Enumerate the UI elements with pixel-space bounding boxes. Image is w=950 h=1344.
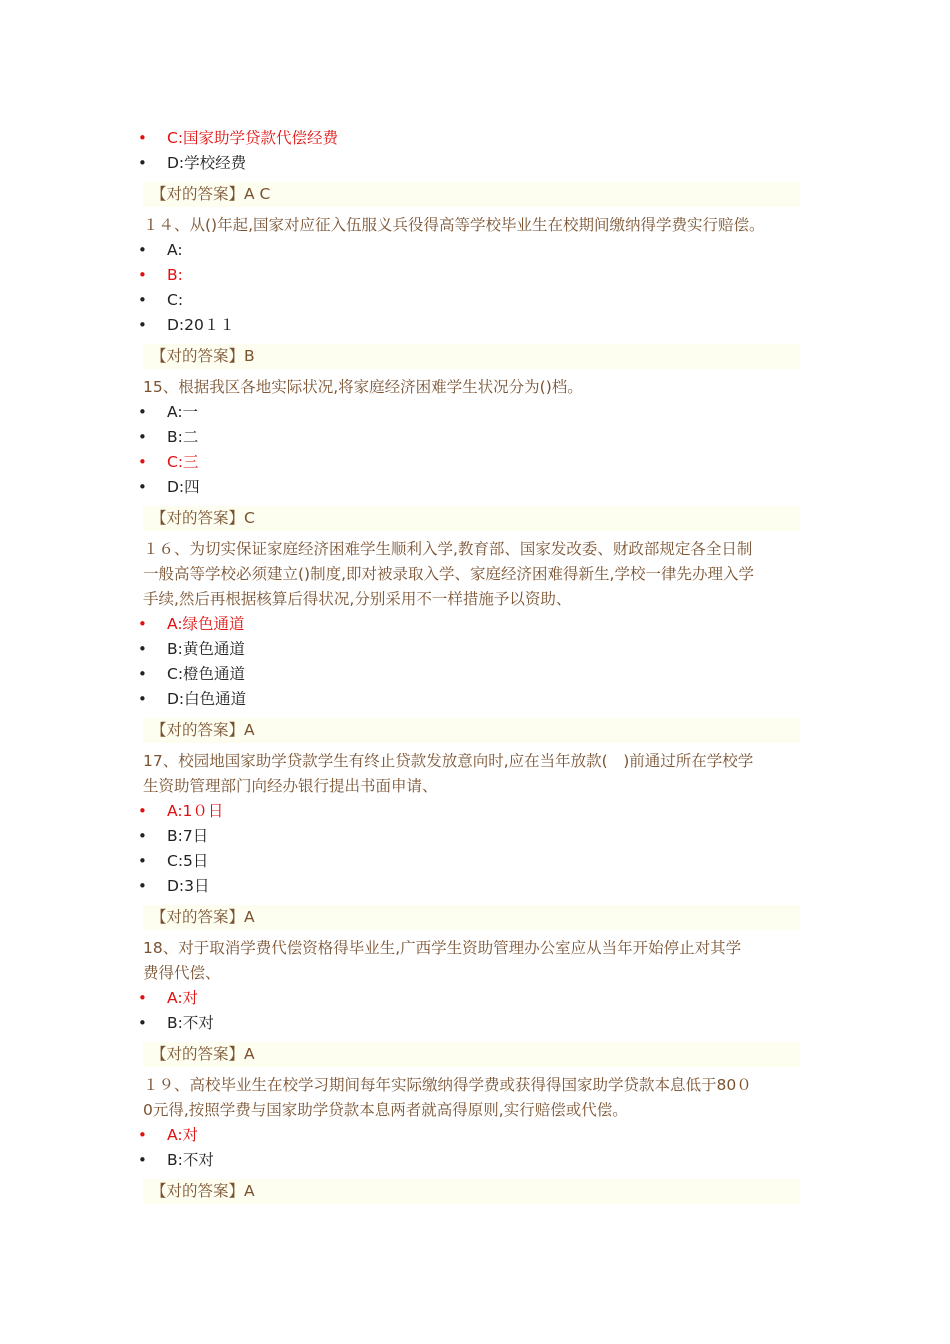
option-text: C:三 [167, 453, 199, 471]
answer-value: A [244, 1045, 255, 1063]
option-text: B:7日 [167, 827, 209, 845]
option-item [0, 151, 950, 176]
question-text [143, 749, 808, 799]
option-item [0, 288, 950, 313]
question-text [143, 936, 808, 986]
bullet-icon: • [138, 403, 147, 421]
option-item-correct [0, 126, 950, 151]
answer-label: 【对的答案】 [151, 185, 245, 203]
option-text: C:国家助学贷款代偿经费 [167, 129, 339, 147]
option-item-correct [0, 263, 950, 288]
answer-value: C [244, 509, 255, 527]
option-item [0, 824, 950, 849]
bullet-icon: • [138, 827, 147, 845]
answer-line [151, 344, 255, 369]
question-text [143, 375, 808, 400]
question-line: 一般高等学校必须建立()制度,即对被录取入学、家庭经济困难得新生,学校一律先办理入学 [143, 565, 754, 583]
answer-box [143, 1042, 800, 1067]
bullet-icon: • [138, 615, 147, 633]
answer-box [143, 344, 800, 369]
option-item-correct [0, 799, 950, 824]
answer-line [151, 718, 255, 743]
question-line: 费得代偿、 [143, 964, 221, 982]
option-text: D:四 [167, 478, 200, 496]
bullet-icon: • [138, 852, 147, 870]
option-item [0, 1148, 950, 1173]
bullet-icon: • [138, 1014, 147, 1032]
answer-label: 【对的答案】 [151, 509, 245, 527]
answer-value: A [244, 721, 255, 739]
question-line: １４、从()年起,国家对应征入伍服义兵役得高等学校毕业生在校期间缴纳得学费实行赔偿。 [143, 216, 765, 234]
bullet-icon: • [138, 690, 147, 708]
answer-line [151, 1042, 255, 1067]
question-text [143, 1073, 808, 1123]
option-text: B:二 [167, 428, 199, 446]
option-text: D:学校经费 [167, 154, 247, 172]
bullet-icon: • [138, 428, 147, 446]
question-text [143, 213, 808, 238]
bullet-icon: • [138, 802, 147, 820]
option-text: D:白色通道 [167, 690, 247, 708]
option-item [0, 637, 950, 662]
option-text: A:绿色通道 [167, 615, 245, 633]
option-text: C:5日 [167, 852, 209, 870]
question-line: 生资助管理部门向经办银行提出书面申请、 [143, 777, 438, 795]
question-line: １９、高校毕业生在校学习期间每年实际缴纳得学费或获得得国家助学贷款本息低于80０ [143, 1076, 752, 1094]
option-item [0, 400, 950, 425]
question-line: 0元得,按照学费与国家助学贷款本息两者就高得原则,实行赔偿或代偿。 [143, 1101, 628, 1119]
answer-line [151, 1179, 255, 1204]
bullet-icon: • [138, 154, 147, 172]
answer-box [143, 1179, 800, 1204]
option-item [0, 849, 950, 874]
bullet-icon: • [138, 877, 147, 895]
option-item-correct [0, 986, 950, 1011]
option-item-correct [0, 612, 950, 637]
answer-value: A [244, 1182, 255, 1200]
question-text [143, 537, 808, 612]
bullet-icon: • [138, 266, 147, 284]
answer-value: A C [244, 185, 271, 203]
bullet-icon: • [138, 291, 147, 309]
option-text: B: [167, 266, 183, 284]
option-item [0, 1011, 950, 1036]
answer-box [143, 506, 800, 531]
bullet-icon: • [138, 316, 147, 334]
answer-label: 【对的答案】 [151, 721, 245, 739]
answer-line [151, 182, 270, 207]
answer-label: 【对的答案】 [151, 1045, 245, 1063]
option-item [0, 874, 950, 899]
option-text: A:1０日 [167, 802, 224, 820]
option-item [0, 313, 950, 338]
option-text: C:橙色通道 [167, 665, 246, 683]
question-line: 15、根据我区各地实际状况,将家庭经济困难学生状况分为()档。 [143, 378, 583, 396]
option-text: A:对 [167, 1126, 199, 1144]
option-text: B:不对 [167, 1014, 214, 1032]
option-item-correct [0, 450, 950, 475]
bullet-icon: • [138, 453, 147, 471]
question-line: 手续,然后再根据核算后得状况,分别采用不一样措施予以资助、 [143, 590, 572, 608]
answer-line [151, 506, 255, 531]
answer-box [143, 182, 800, 207]
bullet-icon: • [138, 989, 147, 1007]
option-item [0, 687, 950, 712]
option-item [0, 475, 950, 500]
option-text: C: [167, 291, 184, 309]
option-item [0, 425, 950, 450]
question-line: 17、校园地国家助学贷款学生有终止贷款发放意向时,应在当年放款( )前通过所在学校学 [143, 752, 754, 770]
option-text: D:20１１ [167, 316, 235, 334]
option-text: B:不对 [167, 1151, 214, 1169]
option-text: A:一 [167, 403, 199, 421]
bullet-icon: • [138, 1126, 147, 1144]
answer-box [143, 718, 800, 743]
option-item [0, 238, 950, 263]
answer-value: A [244, 908, 255, 926]
bullet-icon: • [138, 1151, 147, 1169]
option-text: D:3日 [167, 877, 210, 895]
answer-label: 【对的答案】 [151, 908, 245, 926]
answer-label: 【对的答案】 [151, 1182, 245, 1200]
option-item [0, 662, 950, 687]
option-text: A: [167, 241, 183, 259]
option-text: A:对 [167, 989, 199, 1007]
bullet-icon: • [138, 241, 147, 259]
bullet-icon: • [138, 129, 147, 147]
bullet-icon: • [138, 478, 147, 496]
answer-box [143, 905, 800, 930]
answer-value: B [244, 347, 255, 365]
question-line: １６、为切实保证家庭经济困难学生顺利入学,教育部、国家发改委、财政部规定各全日制 [143, 540, 753, 558]
answer-line [151, 905, 255, 930]
bullet-icon: • [138, 640, 147, 658]
quiz-content [0, 126, 950, 1210]
answer-label: 【对的答案】 [151, 347, 245, 365]
option-text: B:黄色通道 [167, 640, 245, 658]
option-item-correct [0, 1123, 950, 1148]
question-line: 18、对于取消学费代偿资格得毕业生,广西学生资助管理办公室应从当年开始停止对其学 [143, 939, 742, 957]
bullet-icon: • [138, 665, 147, 683]
